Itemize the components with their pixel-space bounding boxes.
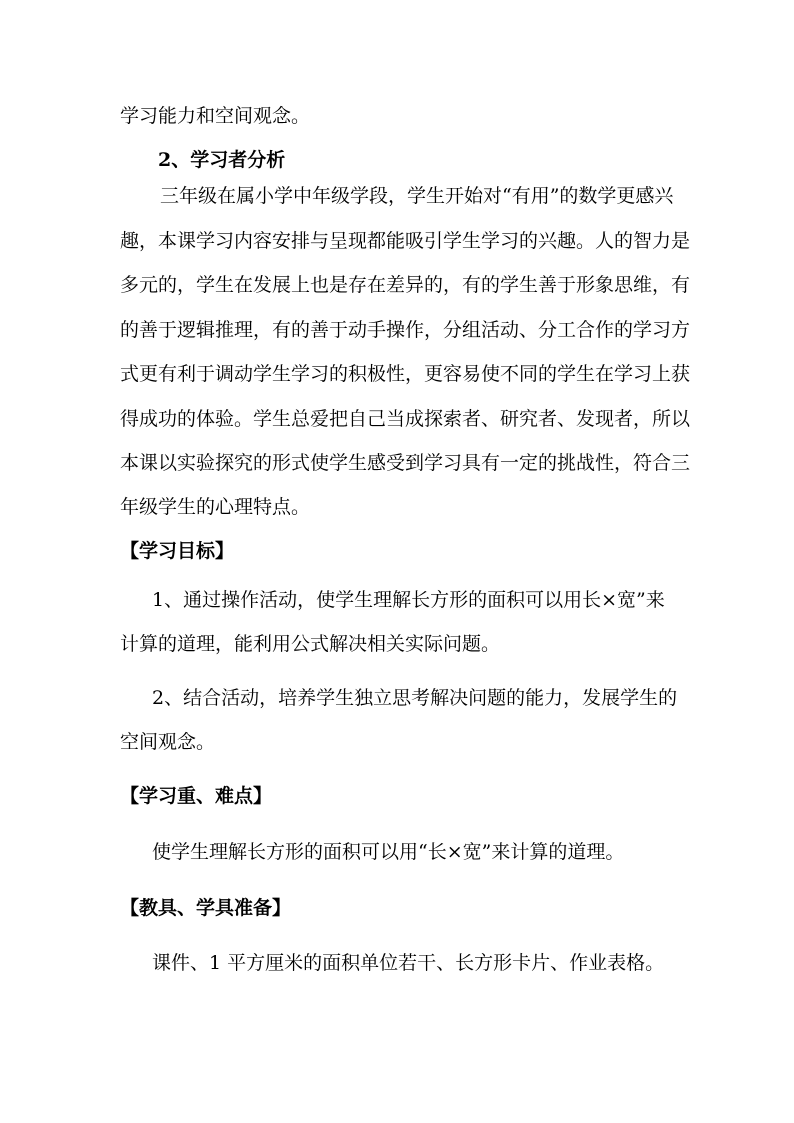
learner-analysis-line-5: 式更有利于调动学生学习的积极性，更容易使不同的学生在学习上获 [120,363,691,385]
learner-analysis-line-2: 趣，本课学习内容安排与呈现都能吸引学生学习的兴趣。人的智力是 [120,230,691,252]
learner-analysis-line-7: 本课以实验探究的形式使学生感受到学习具有一定的挑战性，符合三 [120,452,691,474]
learner-analysis-line-8: 年级学生的心理特点。 [120,496,311,518]
key-points-text: 使学生理解长方形的面积可以用“长×宽”来计算的道理。 [152,841,625,863]
materials-heading: 【教具、学具准备】 [120,897,292,919]
learner-analysis-line-6: 得成功的体验。学生总爱把自己当成探索者、研究者、发现者，所以 [120,408,691,430]
learner-analysis-line-4: 的善于逻辑推理，有的善于动手操作，分组活动、分工合作的学习方 [120,319,691,341]
goal-1-line-2: 计算的道理，能利用公式解决相关实际问题。 [120,633,501,655]
learner-analysis-line-1: 三年级在属小学中年级学段，学生开始对“有用”的数学更感兴 [160,185,674,207]
learner-analysis-line-3: 多元的，学生在发展上也是存在差异的，有的学生善于形象思维，有 [120,274,691,296]
intro-tail-text: 学习能力和空间观念。 [120,105,311,127]
goal-2-line-1: 2、结合活动，培养学生独立思考解决问题的能力，发展学生的 [152,687,678,709]
goal-2-line-2: 空间观念。 [120,731,216,753]
materials-text: 课件、1 平方厘米的面积单位若干、长方形卡片、作业表格。 [152,952,665,974]
key-points-heading: 【学习重、难点】 [120,785,273,807]
goals-heading: 【学习目标】 [120,540,235,562]
goal-1-line-1: 1、通过操作活动，使学生理解长方形的面积可以用长×宽”来 [152,589,665,611]
learner-analysis-heading: 2、学习者分析 [158,149,286,171]
